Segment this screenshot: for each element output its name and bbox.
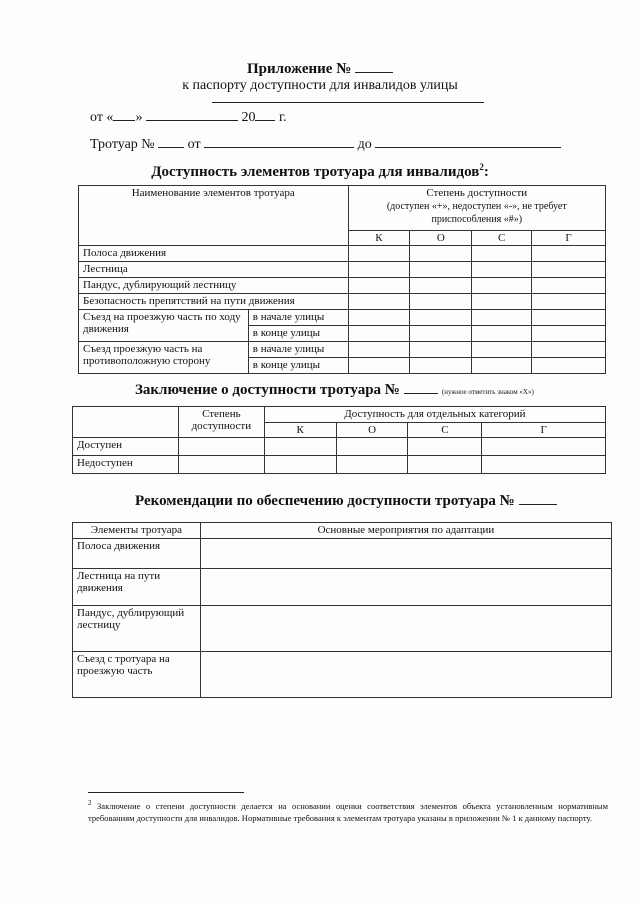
cell[interactable]	[472, 294, 532, 310]
conclusion-degree: Степень доступности	[178, 407, 264, 438]
cat-g: Г	[482, 423, 606, 438]
col-degree-note: (доступен «+», недоступен «-», не требует приспособления «#»)	[386, 201, 567, 225]
cell[interactable]	[532, 294, 606, 310]
col-elements: Элементы тротуара	[73, 523, 201, 539]
appendix-subtitle: к паспорту доступности для инвалидов улицы	[182, 78, 458, 93]
cell[interactable]	[532, 358, 606, 374]
exit2-end-label: в конце улицы	[248, 358, 348, 374]
rec-row-exit: Съезд с тротуара на проезжую часть	[73, 652, 201, 698]
footnote-mark: 2	[88, 799, 92, 807]
appendix-number-field[interactable]	[355, 60, 393, 73]
date-row	[90, 108, 287, 126]
row-stairs: Лестница	[79, 262, 349, 278]
cell[interactable]	[410, 262, 472, 278]
cell[interactable]	[410, 294, 472, 310]
date-year-label: 20	[241, 110, 256, 125]
cell[interactable]	[472, 358, 532, 374]
sidewalk-label: Тротуар №	[90, 137, 155, 152]
cell[interactable]	[472, 342, 532, 358]
date-g-label: г.	[278, 110, 287, 125]
cell[interactable]	[410, 358, 472, 374]
section2-note: (нужное отметить знаком «Х»)	[441, 388, 534, 396]
section1-colon: :	[483, 164, 489, 180]
cell[interactable]	[410, 310, 472, 326]
cell[interactable]	[472, 262, 532, 278]
row-obstacles: Безопасность препятствий на пути движения	[79, 294, 349, 310]
cell[interactable]	[482, 456, 606, 474]
cell[interactable]	[264, 456, 336, 474]
cell[interactable]	[472, 278, 532, 294]
row-lane: Полоса движения	[79, 246, 349, 262]
cell[interactable]	[336, 438, 408, 456]
cell[interactable]	[200, 569, 611, 606]
exit-start-label: в начале улицы	[248, 310, 348, 326]
footnote-text: Заключение о степени доступности делается на основании оценки соответствия элементов объекта установленным нормативным требованиям доступности для инвалидов. Нормативные требования к элементам тротуара указаны в приложении № 1 к данному паспорту.	[88, 800, 608, 823]
date-day-field[interactable]	[113, 108, 135, 121]
col-measures: Основные мероприятия по адаптации	[200, 523, 611, 539]
cell[interactable]	[532, 342, 606, 358]
cell[interactable]	[336, 456, 408, 474]
conclusion-cat-header: Доступность для отдельных категорий	[264, 407, 605, 423]
section3-title-text: Рекомендации по обеспечению доступности тротуара №	[135, 493, 515, 509]
cell[interactable]	[200, 606, 611, 652]
rec-row-stairs: Лестница на пути движения	[73, 569, 201, 606]
col-degree	[348, 186, 605, 231]
sidewalk-to-label: до	[357, 137, 372, 152]
sidewalk-from-field[interactable]	[204, 135, 354, 148]
footnote	[88, 797, 608, 824]
cell[interactable]	[532, 246, 606, 262]
section1-title-text: Доступность элементов тротуара для инвалидов	[151, 164, 480, 180]
recommendations-table	[72, 522, 612, 698]
cell[interactable]	[532, 278, 606, 294]
date-month-field[interactable]	[146, 108, 238, 121]
date-year-field[interactable]	[255, 108, 275, 121]
conclusion-table	[72, 406, 606, 474]
col-degree-label: Степень доступности	[426, 187, 528, 199]
conclusion-corner	[73, 407, 179, 438]
cat-k: К	[348, 231, 410, 246]
cell[interactable]	[410, 342, 472, 358]
sidewalk-row	[90, 135, 561, 153]
cell[interactable]	[348, 310, 410, 326]
cell[interactable]	[472, 310, 532, 326]
cell[interactable]	[532, 310, 606, 326]
cell[interactable]	[264, 438, 336, 456]
cell[interactable]	[472, 246, 532, 262]
cat-s: С	[472, 231, 532, 246]
date-quote-close: »	[135, 110, 143, 125]
cell[interactable]	[532, 326, 606, 342]
section2-title	[135, 381, 534, 399]
row-ramp: Пандус, дублирующий лестницу	[79, 278, 349, 294]
exit-end-label: в конце улицы	[248, 326, 348, 342]
cell[interactable]	[348, 358, 410, 374]
cat-k: К	[264, 423, 336, 438]
cell[interactable]	[532, 262, 606, 278]
row-accessible: Доступен	[73, 438, 179, 456]
sidewalk-number-field[interactable]	[158, 135, 184, 148]
street-name-field[interactable]	[212, 102, 484, 103]
conclusion-number-field[interactable]	[404, 381, 438, 394]
cell[interactable]	[348, 294, 410, 310]
cat-g: Г	[532, 231, 606, 246]
cell[interactable]	[408, 438, 482, 456]
sidewalk-from-label: от	[187, 137, 201, 152]
cell[interactable]	[348, 342, 410, 358]
cell[interactable]	[410, 326, 472, 342]
appendix-label: Приложение №	[246, 61, 352, 77]
cell[interactable]	[410, 278, 472, 294]
recommendation-number-field[interactable]	[519, 492, 557, 505]
accessibility-table	[78, 185, 606, 374]
row-inaccessible: Недоступен	[73, 456, 179, 474]
cell[interactable]	[410, 246, 472, 262]
cell[interactable]	[178, 438, 264, 456]
cell[interactable]	[348, 262, 410, 278]
section3-title	[135, 492, 557, 510]
cell[interactable]	[348, 326, 410, 342]
cat-o: О	[336, 423, 408, 438]
cell[interactable]	[482, 438, 606, 456]
appendix-title	[0, 60, 640, 78]
cell[interactable]	[178, 456, 264, 474]
rec-row-lane: Полоса движения	[73, 539, 201, 569]
col-element-name: Наименование элементов тротуара	[79, 186, 349, 246]
section1-title	[0, 162, 640, 181]
footnote-ref: 2	[479, 162, 484, 172]
cell[interactable]	[200, 652, 611, 698]
cell[interactable]	[472, 326, 532, 342]
cell[interactable]	[348, 278, 410, 294]
row-exit-opposite: Съезд проезжую часть на противоположную сторону	[79, 342, 249, 374]
cat-o: О	[410, 231, 472, 246]
cell[interactable]	[408, 456, 482, 474]
exit2-start-label: в начале улицы	[248, 342, 348, 358]
footnote-divider	[88, 792, 244, 793]
date-from-label: от «	[90, 110, 114, 125]
sidewalk-to-field[interactable]	[375, 135, 561, 148]
cell[interactable]	[200, 539, 611, 569]
rec-row-ramp: Пандус, дублирующий лестницу	[73, 606, 201, 652]
cat-s: С	[408, 423, 482, 438]
section2-title-text: Заключение о доступности тротуара №	[135, 382, 400, 398]
cell[interactable]	[348, 246, 410, 262]
row-exit-along: Съезд на проезжую часть по ходу движения	[79, 310, 249, 342]
